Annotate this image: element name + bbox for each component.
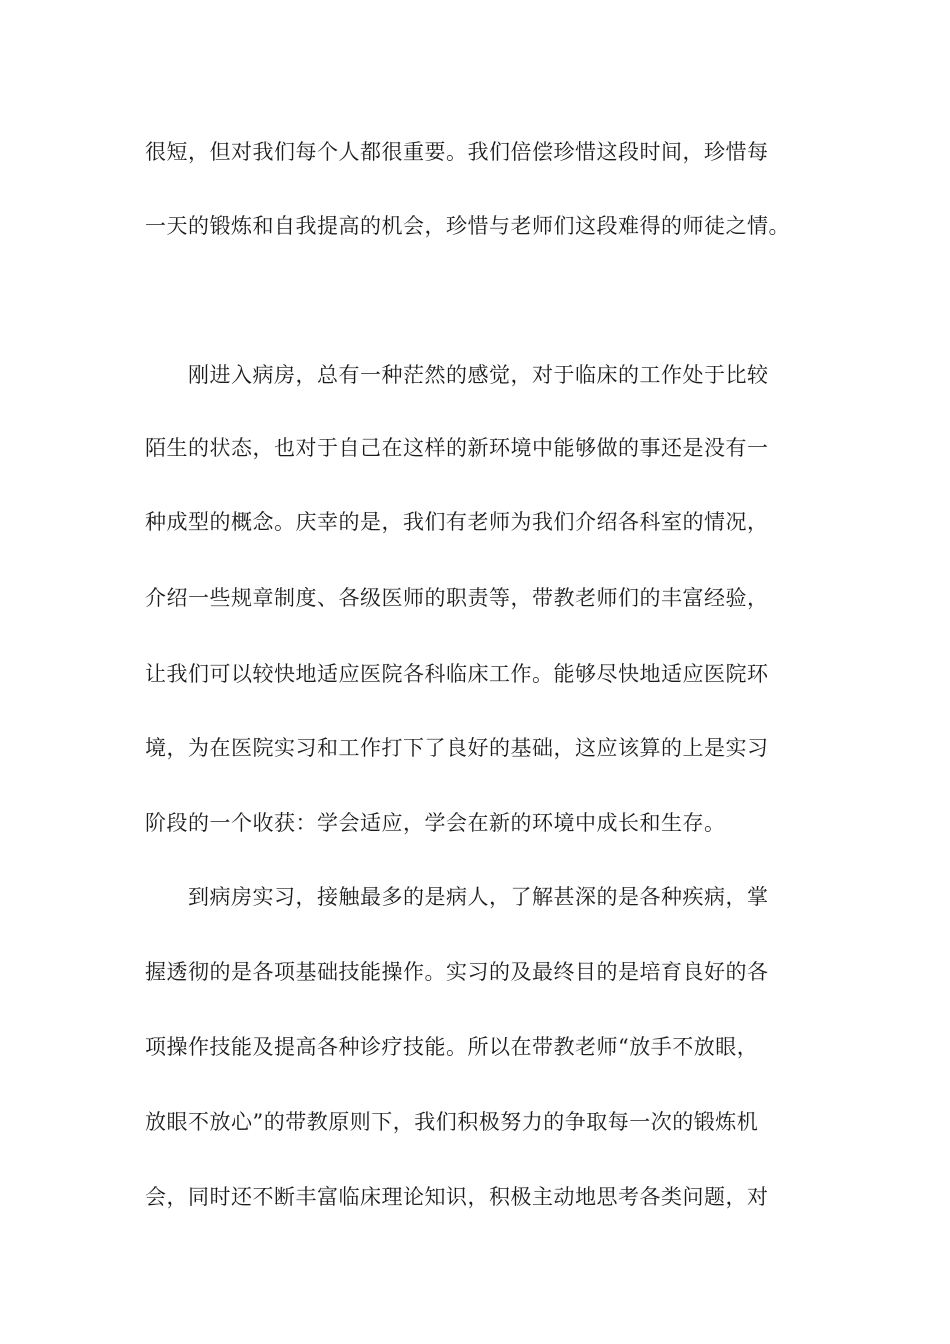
text-line-1: 很短，但对我们每个人都很重要。我们倍偿珍惜这段时间，珍惜每 <box>145 140 769 164</box>
text-line-4: 陌生的状态，也对于自己在这样的新环境中能够做的事还是没有一 <box>145 436 769 460</box>
paragraph-start-line: 到病房实习，接触最多的是病人，了解甚深的是各种疾病，掌 <box>188 885 769 909</box>
text-line-14: 会，同时还不断丰富临床理论知识，积极主动地思考各类问题，对 <box>145 1185 769 1209</box>
text-line-9: 阶段的一个收获：学会适应，学会在新的环境中成长和生存。 <box>145 811 726 835</box>
text-line-6: 介绍一些规章制度、各级医师的职责等，带教老师们的丰富经验， <box>145 586 769 610</box>
paragraph-start-line: 刚进入病房，总有一种茫然的感觉，对于临床的工作处于比较 <box>188 363 769 387</box>
text-line-2: 一天的锻炼和自我提高的机会，珍惜与老师们这段难得的师徒之情。 <box>145 214 790 238</box>
text-line-7: 让我们可以较快地适应医院各科临床工作。能够尽快地适应医院环 <box>145 662 769 686</box>
text-line-5: 种成型的概念。庆幸的是，我们有老师为我们介绍各科室的情况， <box>145 510 769 534</box>
text-line-13: 放眼不放心”的带教原则下，我们积极努力的争取每一次的锻炼机 <box>145 1110 759 1134</box>
text-line-12: 项操作技能及提高各种诊疗技能。所以在带教老师“放手不放眼， <box>145 1035 759 1059</box>
text-line-11: 握透彻的是各项基础技能操作。实习的及最终目的是培育良好的各 <box>145 960 769 984</box>
text-line-8: 境，为在医院实习和工作打下了良好的基础，这应该算的上是实习 <box>145 736 769 760</box>
